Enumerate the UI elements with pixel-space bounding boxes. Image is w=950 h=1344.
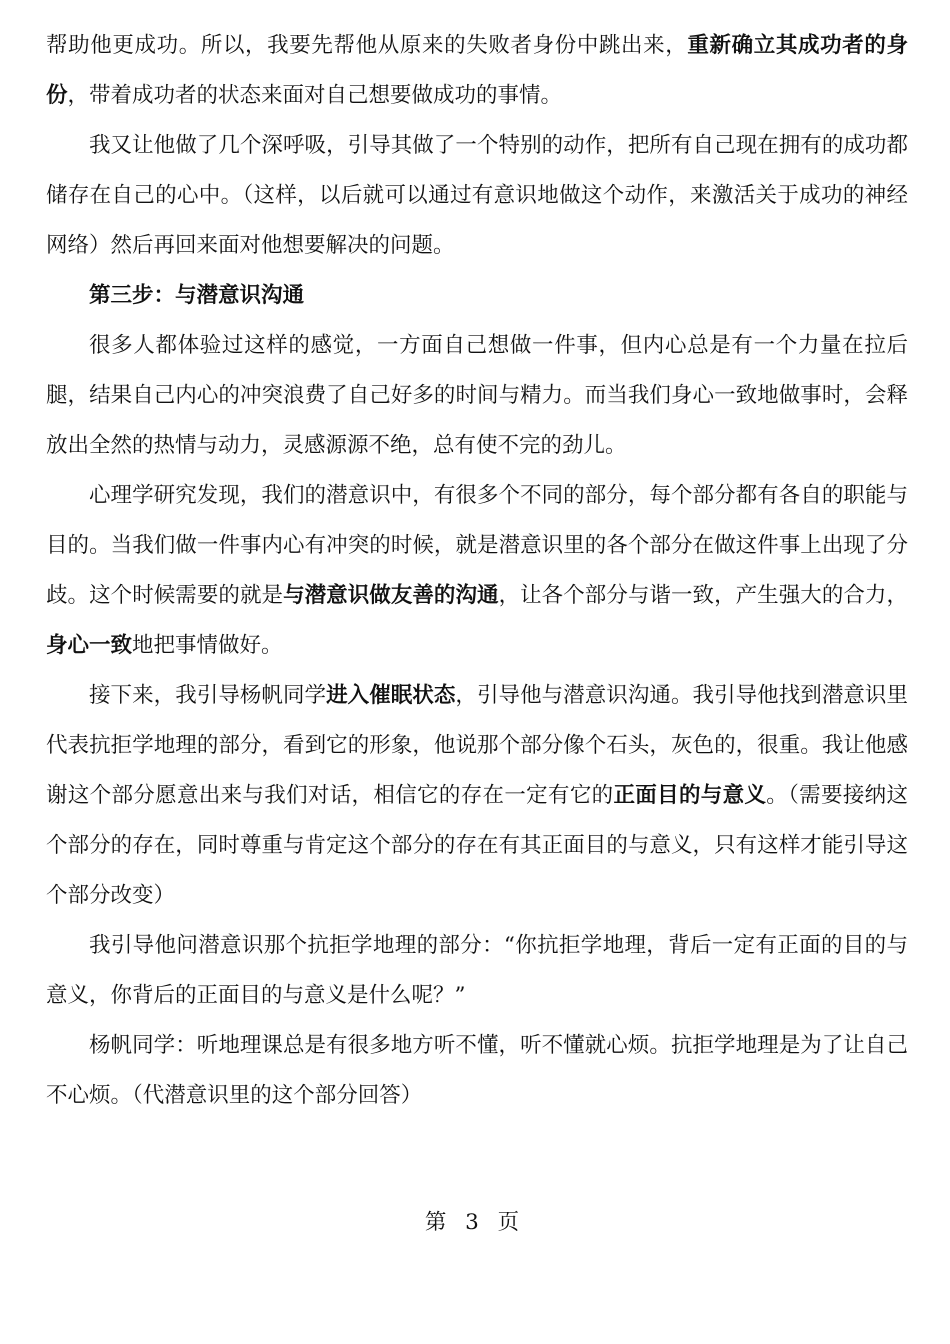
paragraph (46, 1021, 908, 1121)
text-run: 我引导他问潜意识那个抗拒学地理的部分：“你抗拒学地理，背后一定有正面的目的与意义，你背后的正面目的与意义是什么呢？” (46, 933, 908, 1008)
heading-text: 第三步：与潜意识沟通 (89, 283, 305, 308)
paragraph (46, 671, 908, 921)
section-heading (46, 271, 908, 321)
paragraph-continuation (46, 21, 908, 121)
text-run: 。（需要接纳这个部分的存在，同时尊重与肯定这个部分的存在有其正面目的与意义，只有这样才能引导这个部分改变） (46, 783, 908, 908)
text-run: ，引导他与潜意识沟通。我引导他找到潜意识里代表抗拒学地理的部分，看到它的形象，他说那个部分像个石头，灰色的，很重。我让他感谢这个部分愿意出来与我们对话，相信它的存在一定有它的 (46, 683, 908, 808)
text-run: 心理学研究发现，我们的潜意识中，有很多个不同的部分，每个部分都有各自的职能与目的。当我们做一件事内心有冲突的时候，就是潜意识里的各个部分在做这件事上出现了分歧。这个时候需要的就是 (46, 483, 908, 608)
paragraph (46, 471, 908, 671)
text-run: 接下来，我引导杨帆同学 (89, 683, 327, 708)
paragraph (46, 121, 908, 271)
bold-text-run: 与潜意识做友善的沟通 (283, 583, 499, 608)
text-run: 很多人都体验过这样的感觉，一方面自己想做一件事，但内心总是有一个力量在拉后腿，结果自己内心的冲突浪费了自己好多的时间与精力。而当我们身心一致地做事时，会释放出全然的热情与动力，灵感源源不绝，总有使不完的劲儿。 (46, 333, 908, 458)
text-run: 地把事情做好。 (132, 633, 283, 658)
text-run: ，让各个部分与谐一致，产生强大的合力， (498, 583, 908, 608)
bold-text-run: 正面目的与意义 (613, 783, 767, 808)
document-body (46, 21, 908, 1121)
text-run: ，带着成功者的状态来面对自己想要做成功的事情。 (67, 83, 563, 108)
bold-text-run: 重新确立其成功者的身份 (46, 33, 908, 108)
page-number: 第 3 页 (424, 1210, 526, 1235)
bold-text-run: 进入催眠状态 (326, 683, 456, 708)
text-run: 帮助他更成功。所以，我要先帮他从原来的失败者身份中跳出来， (46, 33, 688, 58)
bold-text-run: 身心一致 (46, 633, 133, 658)
text-run: 我又让他做了几个深呼吸，引导其做了一个特别的动作，把所有自己现在拥有的成功都储存在自己的心中。（这样，以后就可以通过有意识地做这个动作，来激活关于成功的神经网络）然后再回来面对他想要解决的问题。 (46, 133, 908, 258)
text-run: 杨帆同学：听地理课总是有很多地方听不懂，听不懂就心烦。抗拒学地理是为了让自己不心烦。（代潜意识里的这个部分回答） (46, 1033, 908, 1108)
paragraph (46, 921, 908, 1021)
paragraph (46, 321, 908, 471)
